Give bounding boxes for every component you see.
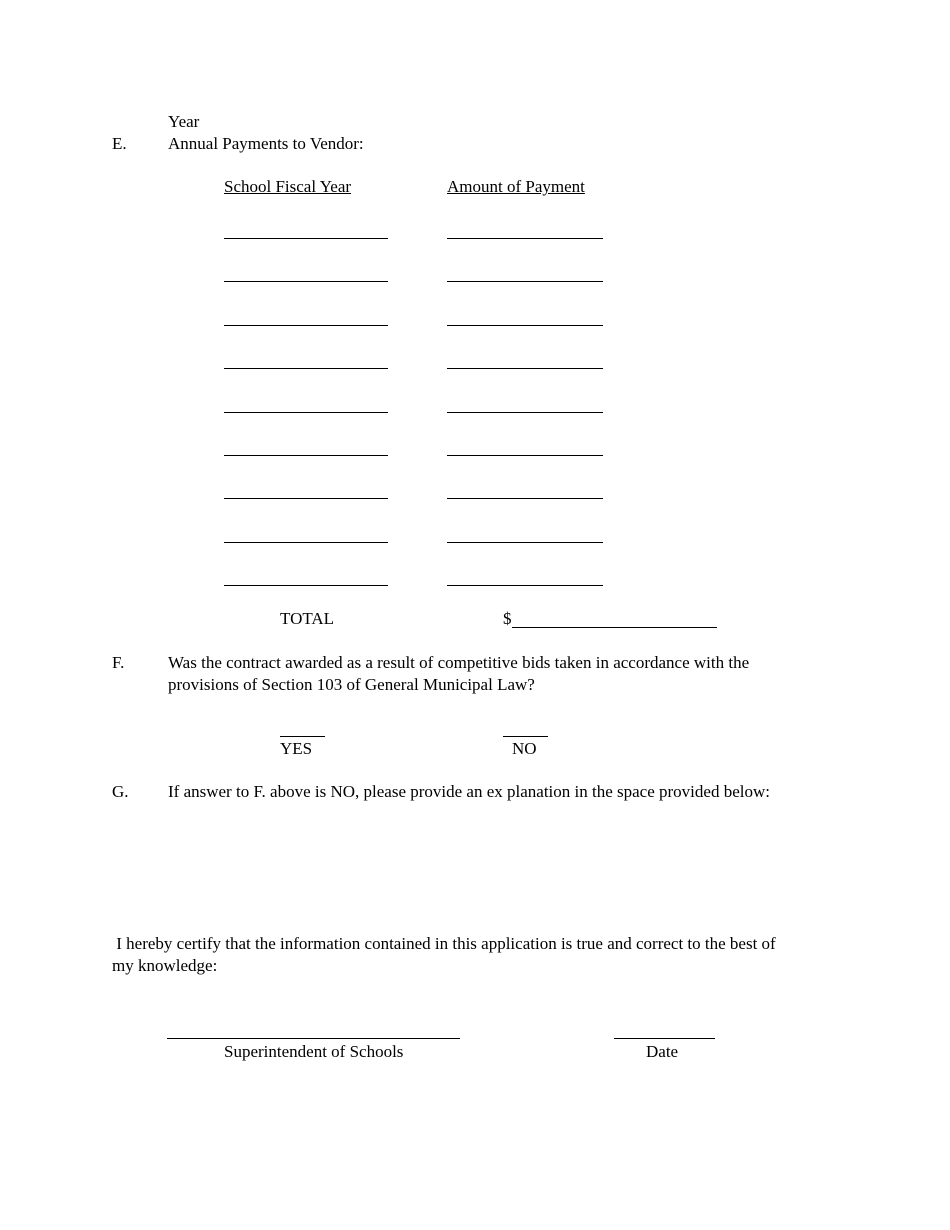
fiscal-year-field[interactable] [224, 368, 388, 369]
date-label: Date [646, 1042, 679, 1061]
payment-amount-field[interactable] [447, 325, 603, 326]
certification-line2: my knowledge: [112, 956, 218, 975]
total-amount-field[interactable] [512, 627, 717, 628]
school-fiscal-year-header: School Fiscal Year [224, 177, 352, 196]
payment-amount-field[interactable] [447, 455, 603, 456]
fiscal-year-field[interactable] [224, 542, 388, 543]
amount-of-payment-header: Amount of Payment [447, 177, 585, 196]
section-f-question-line1: Was the contract awarded as a result of competitive bids taken in accordance with the [168, 653, 750, 672]
payment-amount-field[interactable] [447, 368, 603, 369]
certification-line1: I hereby certify that the information contained in this application is true and correct to the best of [112, 934, 776, 953]
payment-amount-field[interactable] [447, 412, 603, 413]
yes-label: YES [280, 739, 313, 758]
total-label: TOTAL [280, 609, 335, 628]
signature-line[interactable] [167, 1038, 460, 1039]
fiscal-year-field[interactable] [224, 281, 388, 282]
payment-amount-field[interactable] [447, 585, 603, 586]
fiscal-year-field[interactable] [224, 498, 388, 499]
payment-amount-field[interactable] [447, 238, 603, 239]
explanation-area[interactable] [112, 810, 837, 920]
section-e-title: Annual Payments to Vendor: [168, 134, 364, 153]
no-label: NO [512, 739, 537, 758]
yes-answer-field[interactable] [280, 736, 325, 737]
fiscal-year-field[interactable] [224, 238, 388, 239]
payment-amount-field[interactable] [447, 542, 603, 543]
section-g-text: If answer to F. above is NO, please provide an ex planation in the space provided below: [168, 782, 770, 801]
fiscal-year-field[interactable] [224, 325, 388, 326]
payment-amount-field[interactable] [447, 281, 603, 282]
fiscal-year-field[interactable] [224, 585, 388, 586]
previous-page-text: Year [168, 112, 200, 131]
section-f-question-line2: provisions of Section 103 of General Municipal Law? [168, 675, 535, 694]
date-line[interactable] [614, 1038, 715, 1039]
payment-amount-field[interactable] [447, 498, 603, 499]
superintendent-label: Superintendent of Schools [224, 1042, 404, 1061]
currency-symbol: $ [503, 609, 512, 628]
fiscal-year-field[interactable] [224, 412, 388, 413]
section-g-letter: G. [112, 782, 129, 801]
no-answer-field[interactable] [503, 736, 548, 737]
section-f-letter: F. [112, 653, 125, 672]
fiscal-year-field[interactable] [224, 455, 388, 456]
section-e-letter: E. [112, 134, 127, 153]
